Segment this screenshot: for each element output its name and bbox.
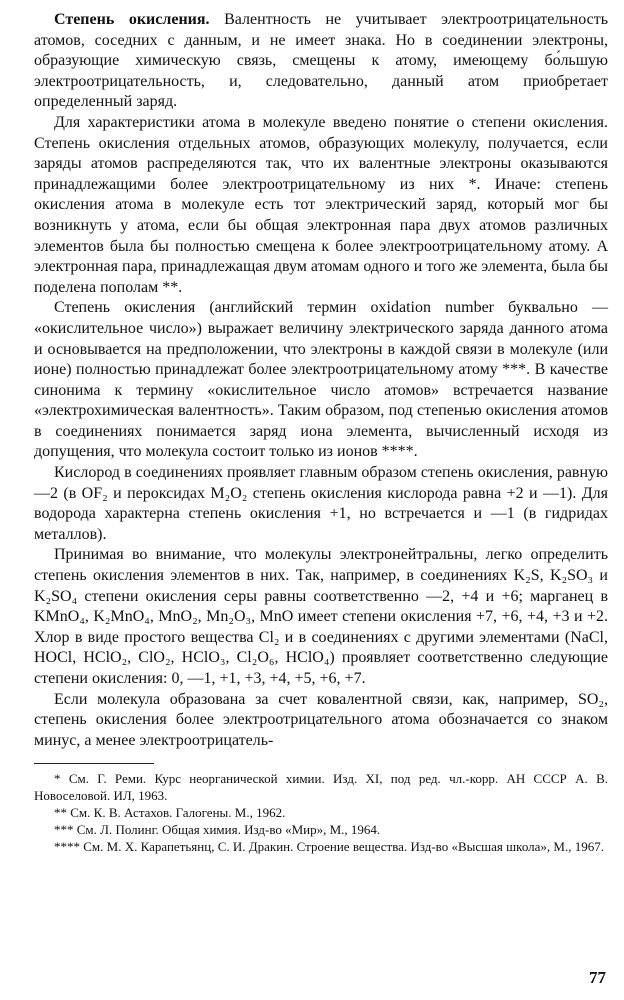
footnote-4: **** См. М. Х. Карапетьянц, С. И. Дракин. Строение вещества. Изд-во «Высшая школа», М., 1967. xyxy=(54,839,604,855)
footnote-1: * См. Г. Реми. Курс неорганической химии. Изд. XI, под ред. чл.-корр. АН СССР А. В. Новоселовой. ИЛ, 1963. xyxy=(34,771,608,804)
paragraph-oxidation-state-definition xyxy=(34,10,608,113)
footnote-separator xyxy=(34,763,154,764)
footnote-2: ** См. К. В. Астахов. Галогены. М., 1962. xyxy=(54,805,286,821)
section-run-in-heading: Степень окисления. xyxy=(54,11,210,28)
page-number: 77 xyxy=(589,968,606,987)
paragraph-1-text: Валентность не учитывает электроотрицательность атомов, соседних с данным, и не имеет знака. Но в соединении электроны, образующие химическую связь, смещены к атому, имеющему бо́льшую электроотрицательность, и, следовательно, данный атом приобретает определенный заряд. xyxy=(34,11,609,111)
paragraph-2: Для характеристики атома в молекуле введено понятие о степени окисления. Степень окисления отдельных атомов, образующих молекулу, получается, если заряды атомов распределяются так, что их валентные электроны оказываются принадлежащими более электроотрицательному из них *. Иначе: степень окисления атома в молекуле есть тот электрический заряд, который мог бы возникнуть у атома, если бы общая электронная пара двух атомов различных элементов была бы полностью смещена к более электроотрицательному атому. А электронная пара, принадлежащая двум атомам одного и того же элемента, была бы поделена пополам **. xyxy=(34,113,608,296)
paragraph-3: Степень окисления (английский термин oxidation number буквально — «окислительное число») выражает величину электрического заряда данного атома и основывается на предположении, что электроны в каждой связи в молекуле (или ионе) полностью принадлежат более электроотрицательному атому ***. В качестве синонима к термину «окислительное число атомов» встречается название «электрохимическая валентность». Таким образом, под степенью окисления атомов в соединениях понимается заряд иона элемента, вычисленный исходя из допущения, что молекула состоит только из ионов ****. xyxy=(34,299,608,461)
paragraph-4: Кислород в соединениях проявляет главным образом степень окисления, равную —2 (в OF₂ и пероксидах M₂O₂ степень окисления кислорода равна +2 и —1). Для водорода характерна степень окисления +1, но встречается и —1 (в гидридах металлов). xyxy=(34,464,608,543)
footnotes xyxy=(34,770,608,855)
footnote-3: *** См. Л. Полинг. Общая химия. Изд-во «Мир», М., 1964. xyxy=(54,822,381,838)
paragraph-6: Если молекула образована за счет ковалентной связи, как, например, SO₂, степень окисления более электроотрицательного атома обозначается со знаком минус, а менее электроотрицатель- xyxy=(34,690,608,749)
paragraph-5: Принимая во внимание, что молекулы электронейтральны, легко определить степень окисления элементов в них. Так, например, в соединениях K₂S, K₂SO₃ и K₂SO₄ степени окисления серы равны соответственно —2, +4 и +6; марганец в KMnO₄, K₂MnO₄, MnO₂, Mn₂O₃, MnO имеет степени окисления +7, +6, +4, +3 и +2. Хлор в виде простого вещества Cl₂ и в соединениях с другими элементами (NaCl, HOCl, HClO₂, ClO₂, HClO₃, Cl₂O₆, HClO₄) проявляет соответственно следующие степени окисления: 0, —1, +1, +3, +4, +5, +6, +7. xyxy=(34,546,608,687)
page-body xyxy=(34,10,608,855)
